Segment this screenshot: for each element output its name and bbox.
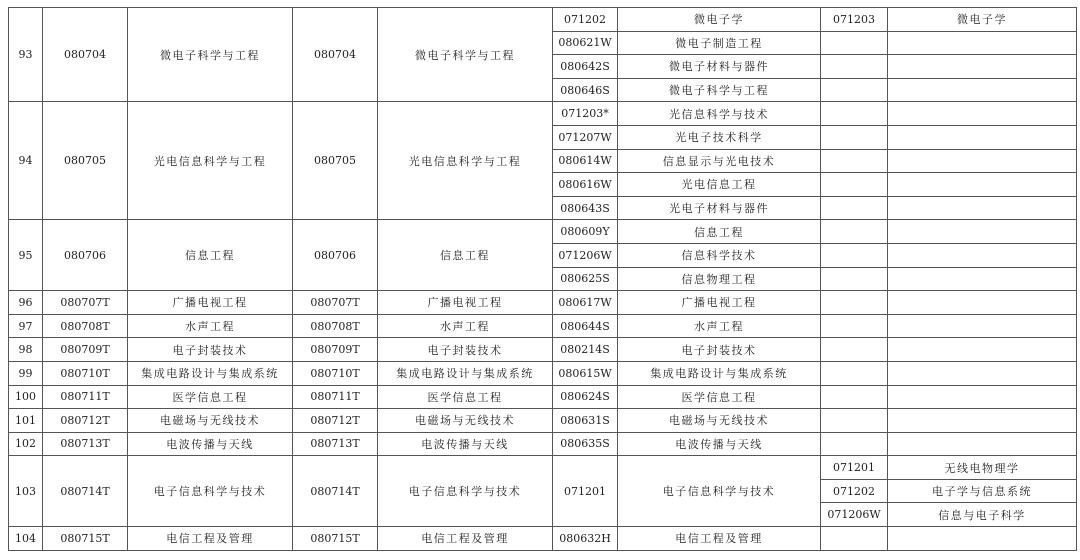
old-code-cell: 071201 xyxy=(553,456,618,527)
ext-code-cell xyxy=(821,31,888,55)
old-code-cell: 071207W xyxy=(553,125,618,149)
prior-code-cell: 080713T xyxy=(293,432,378,456)
ext-name-cell xyxy=(888,314,1077,338)
ext-name-cell xyxy=(888,527,1077,551)
major-code-cell: 080707T xyxy=(43,291,128,315)
old-code-cell: 080614W xyxy=(553,149,618,173)
ext-code-cell: 071201 xyxy=(821,456,888,480)
old-code-cell: 080609Y xyxy=(553,220,618,244)
ext-name-cell xyxy=(888,409,1077,433)
old-code-cell: 080616W xyxy=(553,173,618,197)
major-code-cell: 080706 xyxy=(43,220,128,291)
old-name-cell: 集成电路设计与集成系统 xyxy=(618,361,821,385)
old-name-cell: 光电信息工程 xyxy=(618,173,821,197)
ext-code-cell xyxy=(821,338,888,362)
major-code-cell: 080704 xyxy=(43,8,128,102)
prior-code-cell: 080710T xyxy=(293,361,378,385)
old-name-cell: 光信息科学与技术 xyxy=(618,102,821,126)
major-code-cell: 080711T xyxy=(43,385,128,409)
old-name-cell: 电子封装技术 xyxy=(618,338,821,362)
major-name-cell: 电波传播与天线 xyxy=(128,432,293,456)
old-name-cell: 电子信息科学与技术 xyxy=(618,456,821,527)
major-code-cell: 080713T xyxy=(43,432,128,456)
ext-name-cell: 信息与电子科学 xyxy=(888,503,1077,527)
ext-name-cell xyxy=(888,338,1077,362)
old-name-cell: 电磁场与无线技术 xyxy=(618,409,821,433)
table-row xyxy=(9,361,1077,385)
ext-code-cell xyxy=(821,361,888,385)
ext-code-cell xyxy=(821,385,888,409)
prior-name-cell: 微电子科学与工程 xyxy=(378,8,553,102)
old-name-cell: 电信工程及管理 xyxy=(618,527,821,551)
ext-name-cell xyxy=(888,291,1077,315)
ext-code-cell xyxy=(821,220,888,244)
ext-name-cell xyxy=(888,149,1077,173)
ext-name-cell: 电子学与信息系统 xyxy=(888,479,1077,503)
prior-name-cell: 广播电视工程 xyxy=(378,291,553,315)
ext-code-cell xyxy=(821,409,888,433)
ext-name-cell xyxy=(888,125,1077,149)
major-name-cell: 电磁场与无线技术 xyxy=(128,409,293,433)
old-code-cell: 080644S xyxy=(553,314,618,338)
major-code-cell: 080705 xyxy=(43,102,128,220)
ext-code-cell: 071203 xyxy=(821,8,888,32)
old-name-cell: 信息物理工程 xyxy=(618,267,821,291)
prior-code-cell: 080711T xyxy=(293,385,378,409)
ext-code-cell xyxy=(821,102,888,126)
old-name-cell: 微电子制造工程 xyxy=(618,31,821,55)
row-number: 97 xyxy=(9,314,43,338)
old-name-cell: 电波传播与天线 xyxy=(618,432,821,456)
old-code-cell: 071202 xyxy=(553,8,618,32)
major-code-cell: 080710T xyxy=(43,361,128,385)
table-container xyxy=(8,7,1076,551)
major-name-cell: 微电子科学与工程 xyxy=(128,8,293,102)
old-code-cell: 080643S xyxy=(553,196,618,220)
prior-name-cell: 信息工程 xyxy=(378,220,553,291)
old-code-cell: 080214S xyxy=(553,338,618,362)
ext-name-cell xyxy=(888,243,1077,267)
prior-code-cell: 080714T xyxy=(293,456,378,527)
prior-name-cell: 医学信息工程 xyxy=(378,385,553,409)
major-code-cell: 080715T xyxy=(43,527,128,551)
table-body xyxy=(9,8,1077,551)
row-number: 102 xyxy=(9,432,43,456)
table-row xyxy=(9,8,1077,32)
ext-name-cell xyxy=(888,31,1077,55)
ext-code-cell: 071202 xyxy=(821,479,888,503)
old-code-cell: 080617W xyxy=(553,291,618,315)
old-code-cell: 071206W xyxy=(553,243,618,267)
old-name-cell: 光电子技术科学 xyxy=(618,125,821,149)
old-name-cell: 信息科学技术 xyxy=(618,243,821,267)
old-code-cell: 080615W xyxy=(553,361,618,385)
ext-name-cell: 微电子学 xyxy=(888,8,1077,32)
prior-code-cell: 080709T xyxy=(293,338,378,362)
ext-code-cell xyxy=(821,314,888,338)
major-name-cell: 光电信息科学与工程 xyxy=(128,102,293,220)
ext-code-cell xyxy=(821,527,888,551)
major-code-cell: 080709T xyxy=(43,338,128,362)
old-code-cell: 080624S xyxy=(553,385,618,409)
row-number: 104 xyxy=(9,527,43,551)
ext-code-cell xyxy=(821,243,888,267)
ext-name-cell xyxy=(888,173,1077,197)
table-row xyxy=(9,314,1077,338)
old-name-cell: 信息显示与光电技术 xyxy=(618,149,821,173)
old-code-cell: 080631S xyxy=(553,409,618,433)
ext-name-cell xyxy=(888,102,1077,126)
row-number: 103 xyxy=(9,456,43,527)
table-row xyxy=(9,409,1077,433)
old-code-cell: 080642S xyxy=(553,55,618,79)
ext-name-cell xyxy=(888,55,1077,79)
row-number: 99 xyxy=(9,361,43,385)
ext-code-cell xyxy=(821,125,888,149)
ext-name-cell xyxy=(888,220,1077,244)
row-number: 98 xyxy=(9,338,43,362)
ext-code-cell xyxy=(821,432,888,456)
major-correspondence-table xyxy=(8,7,1077,551)
ext-code-cell xyxy=(821,291,888,315)
ext-name-cell xyxy=(888,385,1077,409)
prior-code-cell: 080708T xyxy=(293,314,378,338)
ext-name-cell xyxy=(888,432,1077,456)
ext-name-cell: 无线电物理学 xyxy=(888,456,1077,480)
ext-name-cell xyxy=(888,361,1077,385)
row-number: 101 xyxy=(9,409,43,433)
ext-code-cell: 071206W xyxy=(821,503,888,527)
major-code-cell: 080714T xyxy=(43,456,128,527)
table-row xyxy=(9,456,1077,480)
prior-name-cell: 电信工程及管理 xyxy=(378,527,553,551)
prior-name-cell: 电子封装技术 xyxy=(378,338,553,362)
ext-code-cell xyxy=(821,267,888,291)
old-name-cell: 水声工程 xyxy=(618,314,821,338)
table-row xyxy=(9,220,1077,244)
old-code-cell: 080632H xyxy=(553,527,618,551)
prior-name-cell: 电波传播与天线 xyxy=(378,432,553,456)
table-row xyxy=(9,385,1077,409)
ext-code-cell xyxy=(821,78,888,102)
row-number: 100 xyxy=(9,385,43,409)
major-name-cell: 广播电视工程 xyxy=(128,291,293,315)
row-number: 94 xyxy=(9,102,43,220)
table-row xyxy=(9,527,1077,551)
prior-code-cell: 080712T xyxy=(293,409,378,433)
major-name-cell: 信息工程 xyxy=(128,220,293,291)
row-number: 96 xyxy=(9,291,43,315)
row-number: 93 xyxy=(9,8,43,102)
old-code-cell: 080635S xyxy=(553,432,618,456)
ext-name-cell xyxy=(888,78,1077,102)
table-row xyxy=(9,432,1077,456)
old-code-cell: 080646S xyxy=(553,78,618,102)
major-name-cell: 电子封装技术 xyxy=(128,338,293,362)
major-name-cell: 电信工程及管理 xyxy=(128,527,293,551)
prior-name-cell: 水声工程 xyxy=(378,314,553,338)
prior-code-cell: 080705 xyxy=(293,102,378,220)
prior-name-cell: 电子信息科学与技术 xyxy=(378,456,553,527)
ext-code-cell xyxy=(821,173,888,197)
prior-code-cell: 080704 xyxy=(293,8,378,102)
old-name-cell: 微电子学 xyxy=(618,8,821,32)
ext-code-cell xyxy=(821,149,888,173)
major-name-cell: 医学信息工程 xyxy=(128,385,293,409)
prior-code-cell: 080707T xyxy=(293,291,378,315)
old-name-cell: 医学信息工程 xyxy=(618,385,821,409)
prior-name-cell: 电磁场与无线技术 xyxy=(378,409,553,433)
prior-name-cell: 集成电路设计与集成系统 xyxy=(378,361,553,385)
table-row xyxy=(9,102,1077,126)
major-code-cell: 080708T xyxy=(43,314,128,338)
ext-code-cell xyxy=(821,196,888,220)
old-name-cell: 光电子材料与器件 xyxy=(618,196,821,220)
old-name-cell: 信息工程 xyxy=(618,220,821,244)
row-number: 95 xyxy=(9,220,43,291)
old-code-cell: 071203* xyxy=(553,102,618,126)
prior-code-cell: 080706 xyxy=(293,220,378,291)
old-name-cell: 微电子材料与器件 xyxy=(618,55,821,79)
ext-code-cell xyxy=(821,55,888,79)
prior-code-cell: 080715T xyxy=(293,527,378,551)
ext-name-cell xyxy=(888,196,1077,220)
major-name-cell: 集成电路设计与集成系统 xyxy=(128,361,293,385)
major-name-cell: 电子信息科学与技术 xyxy=(128,456,293,527)
old-code-cell: 080625S xyxy=(553,267,618,291)
table-row xyxy=(9,291,1077,315)
table-row xyxy=(9,338,1077,362)
old-name-cell: 广播电视工程 xyxy=(618,291,821,315)
major-code-cell: 080712T xyxy=(43,409,128,433)
old-name-cell: 微电子科学与工程 xyxy=(618,78,821,102)
prior-name-cell: 光电信息科学与工程 xyxy=(378,102,553,220)
major-name-cell: 水声工程 xyxy=(128,314,293,338)
old-code-cell: 080621W xyxy=(553,31,618,55)
ext-name-cell xyxy=(888,267,1077,291)
